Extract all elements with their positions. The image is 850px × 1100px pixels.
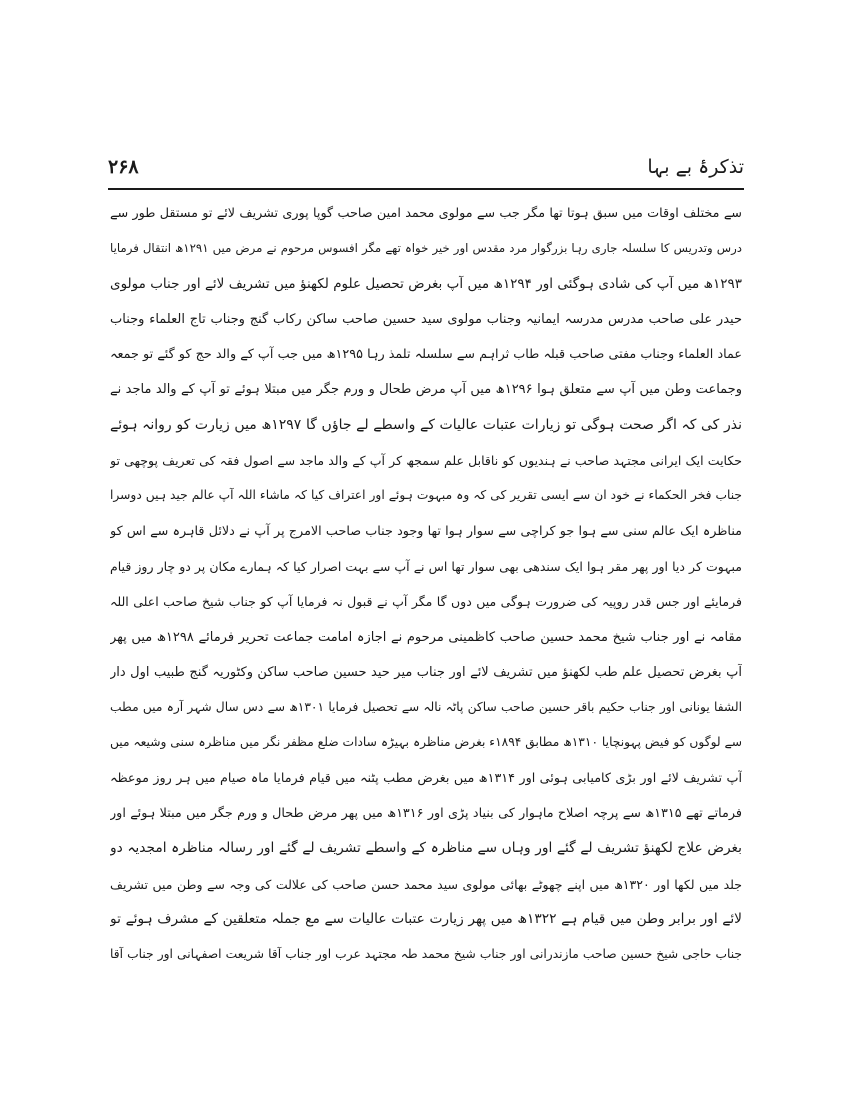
text-line: مناظرہ ایک عالم سنی سے ہوا جو کراچی سے سوار ہوا تھا وجود جناب صاحب الامرج پر آپ نے دلائل قاہرہ سے اس کو — [110, 523, 742, 539]
text-line: حکایت ایک ایرانی مجتہد صاحب نے ہندیوں کو ناقابل علم سمجھ کر آپ کے والد ماجد سے اصول فقہ کی تعریف پوچھی تو — [110, 453, 742, 469]
text-line: فرمایئے اور جس قدر روپیہ کی ضرورت ہوگی میں دوں گا مگر آپ نے قبول نہ فرمایا آپ کو جناب شیخ صاحب اعلی اللہ — [110, 594, 742, 610]
text-line: سے لوگوں کو فیض پہونچایا ۱۳۱۰ھ مطابق ۱۸۹۴ء بغرض مناظرہ بہیڑہ سادات ضلع مظفر نگر میں مناظرہ سنی وشیعہ میں — [110, 735, 742, 750]
text-line: لائے اور برابر وطن میں قیام ہے ۱۳۲۲ھ میں پھر زیارت عتبات عالیات سے مع جملہ متعلقین کے مشرف ہوئے تو — [110, 910, 742, 927]
header-divider — [108, 188, 744, 190]
text-line: مقامہ نے اور جناب شیخ محمد حسین صاحب کاظمینی مرحوم نے اجازہ امامت جماعت تحریر فرمائے ۱۲۹۸ھ میں پھر — [110, 629, 742, 645]
text-line: وجماعت وطن میں آپ سے متعلق ہوا ۱۲۹۶ھ میں آپ مرض طحال و ورم جگر میں مبتلا ہوئے تو آپ کے والد ماجد نے — [110, 382, 742, 398]
page-number: ۲۶۸ — [108, 156, 139, 178]
text-line: فرماتے تھے ۱۳۱۵ھ سے پرچہ اصلاح ماہوار کی بنیاد پڑی اور ۱۳۱۶ھ میں پھر مرض طحال و ورم جگر میں مبتلا ہوئے اور — [110, 806, 742, 822]
text-line: آپ تشریف لائے اور بڑی کامیابی ہوئی اور ۱۳۱۴ھ میں بغرض مطب پٹنہ میں قیام فرمایا ماہ صیام میں ہر روز موعظہ — [110, 770, 742, 786]
text-line: جناب حاجی شیخ حسین صاحب مازندرانی اور جناب شیخ محمد طہ مجتہد عرب اور جناب آقا شریعت اصفہانی اور جناب آقا — [110, 947, 742, 962]
text-line: عماد العلماء وجناب مفتی صاحب قبلہ طاب ثراہم سے سلسلہ تلمذ رہا ۱۲۹۵ھ میں جب آپ کے والد حج کو گئے تو جمعہ — [110, 347, 742, 363]
text-line: سے مختلف اوقات میں سبق ہوتا تھا مگر جب سے مولوی محمد امین صاحب گوپا پوری تشریف لائے تو مستقل طور سے — [110, 206, 742, 221]
page-header — [108, 154, 744, 184]
body-text — [110, 196, 742, 973]
text-line: حیدر علی صاحب مدرس مدرسہ ایمانیہ وجناب مولوی سید حسین صاحب ساکن رکاب گنج وجناب تاج العلماء وجناب — [110, 311, 742, 327]
text-line: بغرض علاج لکھنؤ تشریف لے گئے اور وہاں سے مناظرہ کے واسطے تشریف لے گئے اور رسالہ مناظرہ امجدیہ دو — [110, 840, 742, 857]
text-line: نذر کی کہ اگر صحت ہوگی تو زیارات عتبات عالیات کے واسطے لے جاؤں گا ۱۲۹۷ھ میں زیارت کو روانہ ہوئے — [110, 416, 742, 433]
text-line: جناب فخر الحکماء نے خود ان سے ایسی تقریر کی کہ وہ مبہوت ہوئے اور اعتراف کیا کہ ماشاء اللہ آپ عالم جید ہیں دوسرا — [110, 488, 742, 503]
text-line: الشفا یونانی اور جناب حکیم باقر حسین صاحب ساکن پاٹہ نالہ سے تحصیل فرمایا ۱۳۰۱ھ سے دس سال شہر آرہ میں مطب — [110, 700, 742, 715]
text-line: ۱۲۹۳ھ میں آپ کی شادی ہوگئی اور ۱۲۹۴ھ میں آپ بغرض تحصیل علوم لکھنؤ میں تشریف لائے اور جناب مولوی — [110, 275, 742, 292]
text-line: آپ بغرض تحصیل علم طب لکھنؤ میں تشریف لائے اور جناب میر حید حسین صاحب ساکن وکٹوریہ گنج طبیب اول دار — [110, 664, 742, 680]
running-title: تذکرۂ بے بہا — [647, 156, 744, 178]
text-line: مبہوت کر دیا اور پھر مقر ہوا ایک سندھی بھی سوار تھا اس نے آپ سے بہت اصرار کیا کہ ہمارے مکان پر دو چار روز قیام — [110, 558, 742, 574]
text-line: درس وتدریس کا سلسلہ جاری رہا بزرگوار مرد مقدس اور خیر خواہ تھے مگر افسوس مرحوم نے مرض میں ۱۲۹۱ھ انتقال فرمایا — [110, 241, 742, 256]
text-line: جلد میں لکھا اور ۱۳۲۰ھ میں اپنے چھوٹے بھائی مولوی سید محمد حسن صاحب کی علالت کی وجہ سے وطن میں تشریف — [110, 876, 742, 892]
